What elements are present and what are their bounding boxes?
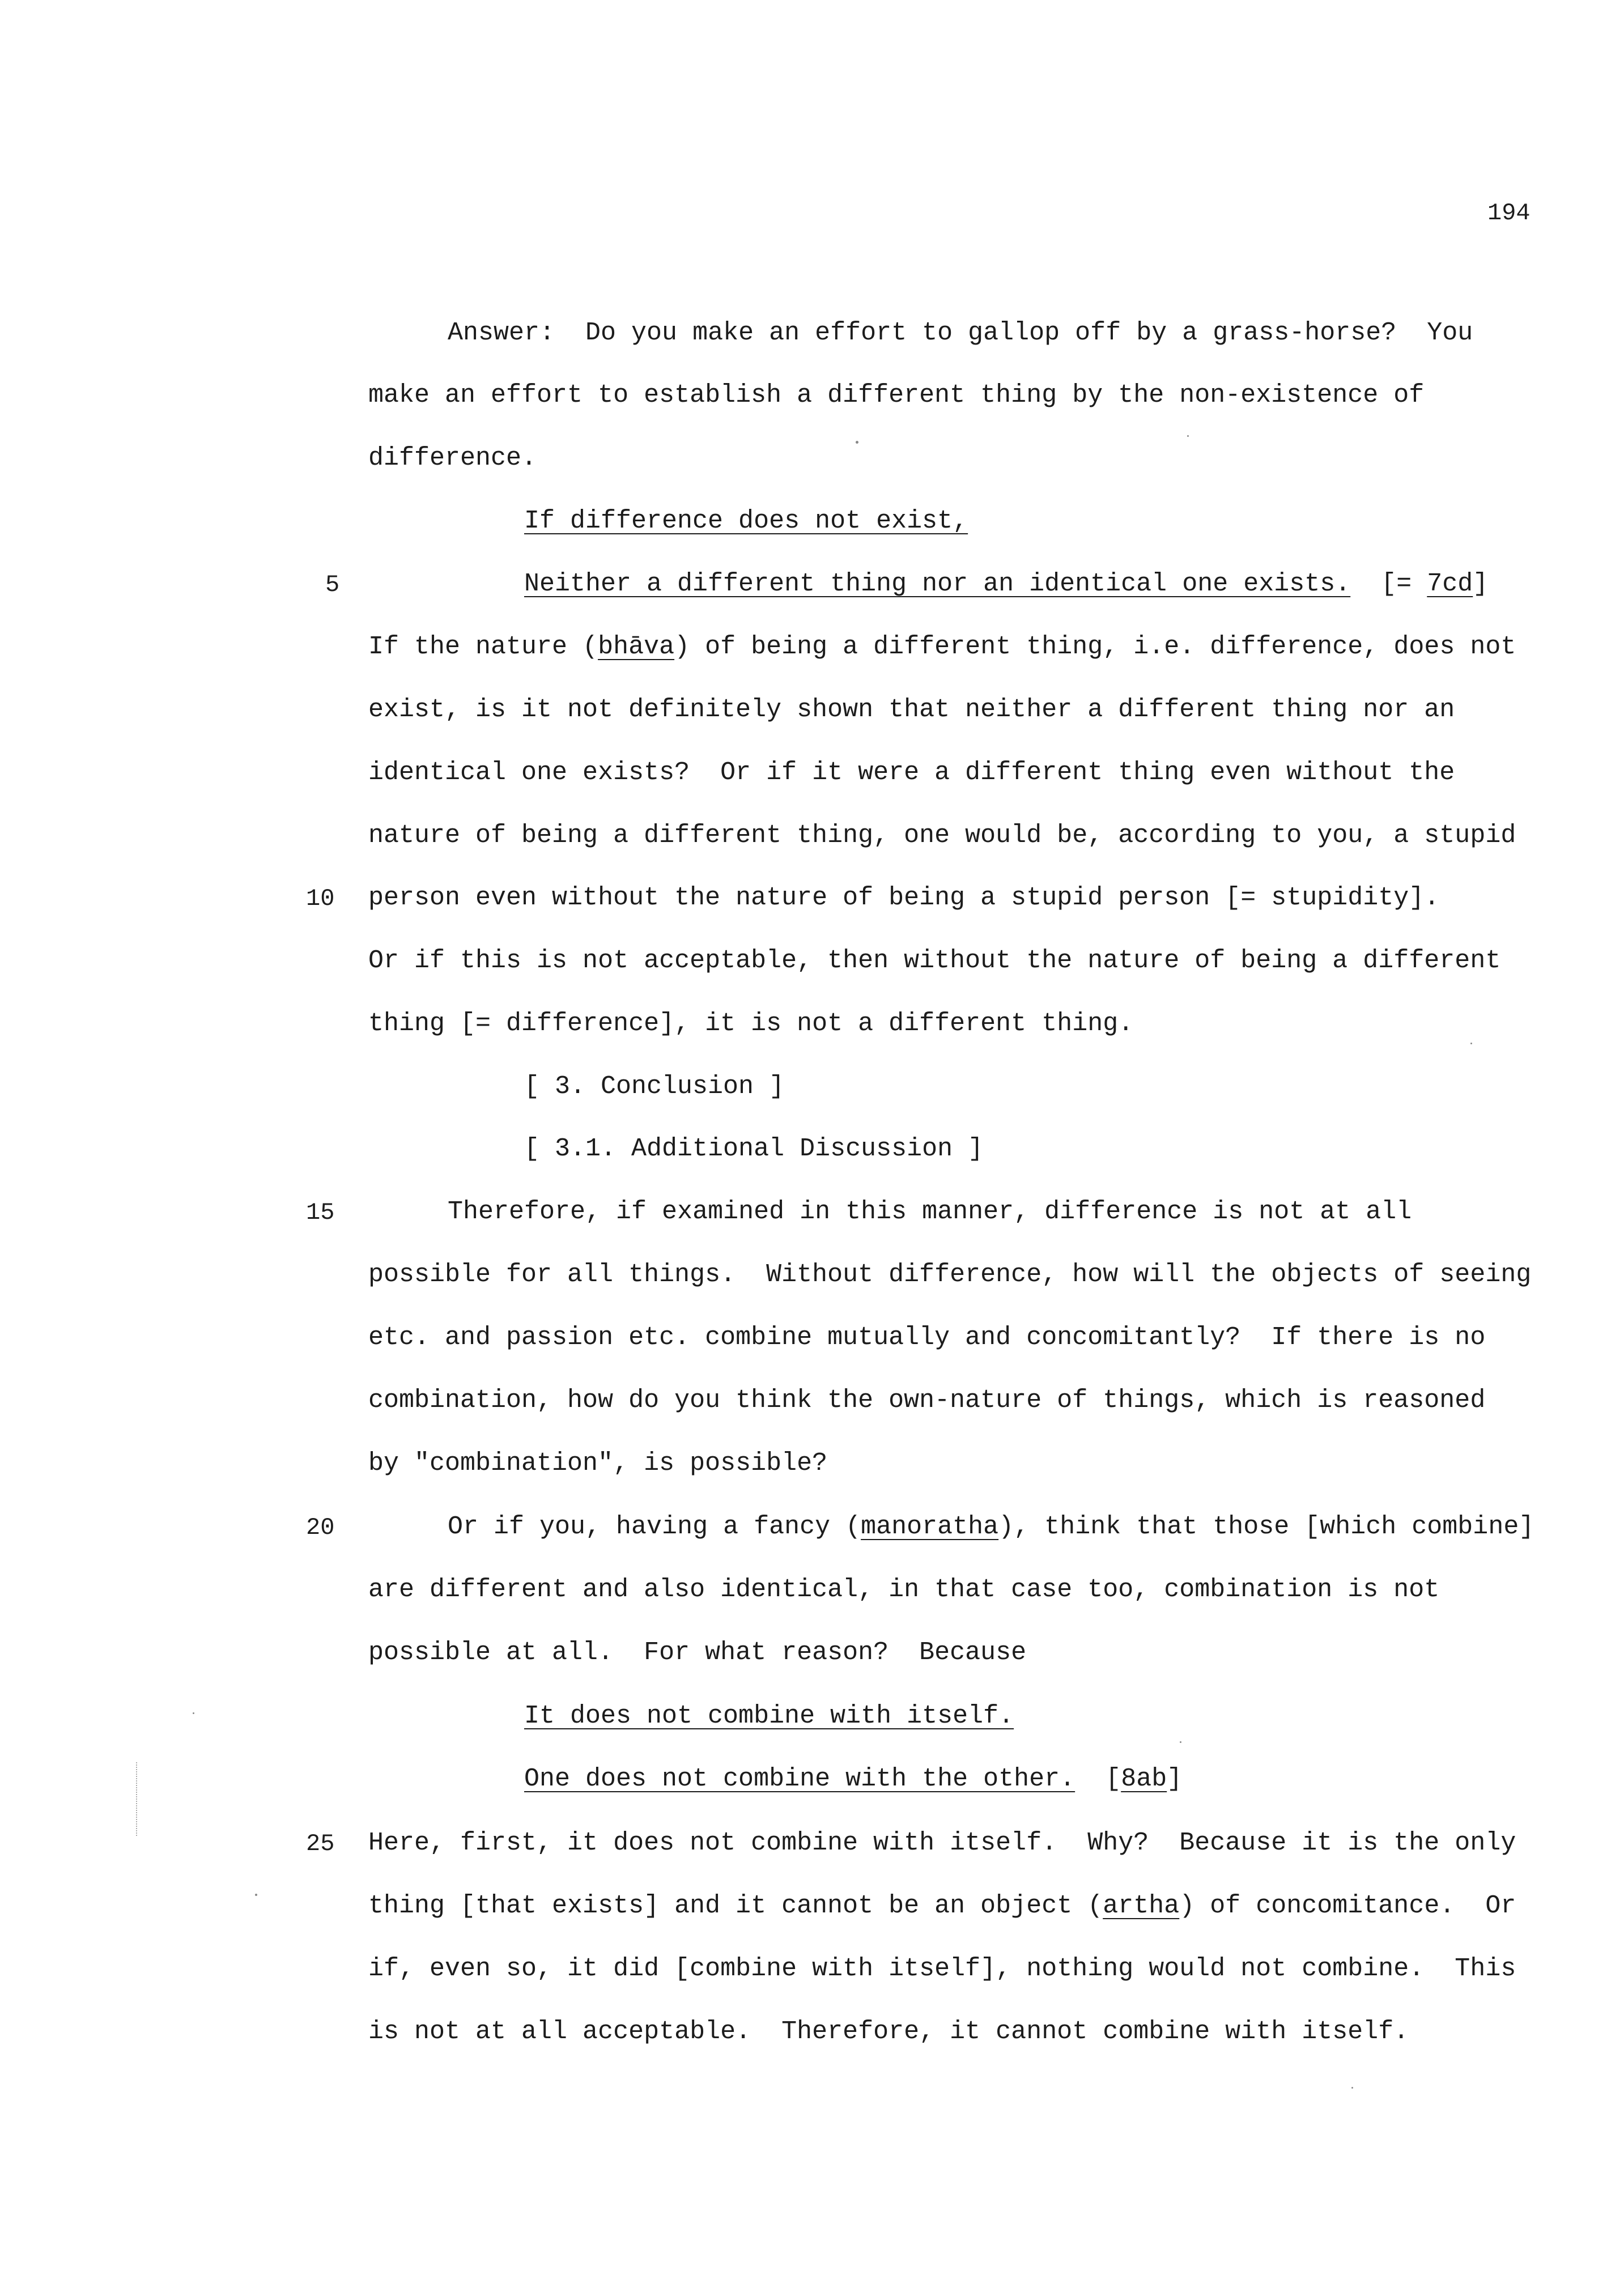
text-line: Therefore, if examined in this manner, difference is not at all [448,1197,1412,1226]
text-line [368,634,1581,660]
verse-line [524,1766,1624,1792]
verse-text: If difference does not exist, [524,507,968,535]
text-line [368,1893,1581,1919]
text-line: identical one exists? Or if it were a different thing even without the [368,758,1455,787]
line-number-25: 25 [306,1830,335,1857]
sanskrit-term: artha [1103,1891,1180,1920]
ref-close: ] [1473,569,1489,598]
verse-text: Neither a different thing nor an identical one exists. [524,569,1351,598]
section-heading: [ 3.1. Additional Discussion ] [524,1134,984,1163]
verse-ref: 8ab [1121,1764,1167,1793]
text-line: nature of being a different thing, one would be, according to you, a stupid [368,821,1516,850]
verse-text: One does not combine with the other. [524,1764,1075,1793]
scan-speck [856,441,858,444]
text-segment: ), think that those [which combine] [998,1512,1534,1541]
text-line: make an effort to establish a different thing by the non-existence of [368,381,1425,410]
line-number-5: 5 [325,571,340,598]
section-heading: [ 3. Conclusion ] [524,1072,785,1101]
verse-line [524,508,1624,534]
text-line: is not at all acceptable. Therefore, it cannot combine with itself. [368,2017,1409,2046]
text-line: Here, first, it does not combine with itself. Why? Because it is the only [368,1829,1516,1857]
verse-line [524,571,1624,597]
scan-speck [193,1712,194,1714]
page-number: 194 [1487,199,1531,227]
text-segment: Or if you, having a fancy ( [448,1512,861,1541]
text-line: are different and also identical, in that case too, combination is not [368,1575,1440,1604]
line-number-20: 20 [306,1514,335,1541]
ref-open: [ [1106,1764,1121,1793]
ref-close: ] [1167,1764,1183,1793]
text-segment: If the nature ( [368,632,598,661]
line-number-10: 10 [306,885,335,912]
scan-speck [1180,1741,1181,1743]
text-segment: ) of being a different thing, i.e. difference, does not [674,632,1516,661]
text-line: thing [= difference], it is not a different thing. [368,1009,1134,1038]
text-line: combination, how do you think the own-nature of things, which is reasoned [368,1386,1486,1415]
text-line: exist, is it not definitely shown that neither a different thing nor an [368,695,1455,724]
text-line: etc. and passion etc. combine mutually and concomitantly? If there is no [368,1323,1486,1352]
sanskrit-term: bhāva [598,632,675,661]
verse-line [524,1703,1624,1729]
verse-ref: 7cd [1427,569,1473,598]
scan-speck [255,1894,257,1896]
text-line: if, even so, it did [combine with itself], nothing would not combine. This [368,1954,1516,1983]
line-number-15: 15 [306,1199,335,1226]
text-line: person even without the nature of being a stupid person [= stupidity]. [368,883,1440,912]
scan-speck [1351,2087,1353,2089]
text-segment: thing [that exists] and it cannot be an object ( [368,1891,1103,1920]
scan-speck [1470,1043,1472,1044]
scan-mark [136,1762,138,1836]
sanskrit-term: manoratha [861,1512,999,1541]
text-line: difference. [368,444,537,473]
text-line: Answer: Do you make an effort to gallop off by a grass-horse? You [448,318,1473,347]
text-line: possible for all things. Without difference, how will the objects of seeing [368,1260,1532,1289]
text-line: possible at all. For what reason? Because [368,1638,1027,1667]
scan-speck [1187,435,1189,437]
text-segment: ) of concomitance. Or [1179,1891,1516,1920]
text-line [448,1514,1624,1540]
ref-open: [= [1381,569,1427,598]
text-line: by "combination", is possible? [368,1449,828,1478]
verse-text: It does not combine with itself. [524,1702,1014,1730]
text-line: Or if this is not acceptable, then without the nature of being a different [368,946,1501,975]
